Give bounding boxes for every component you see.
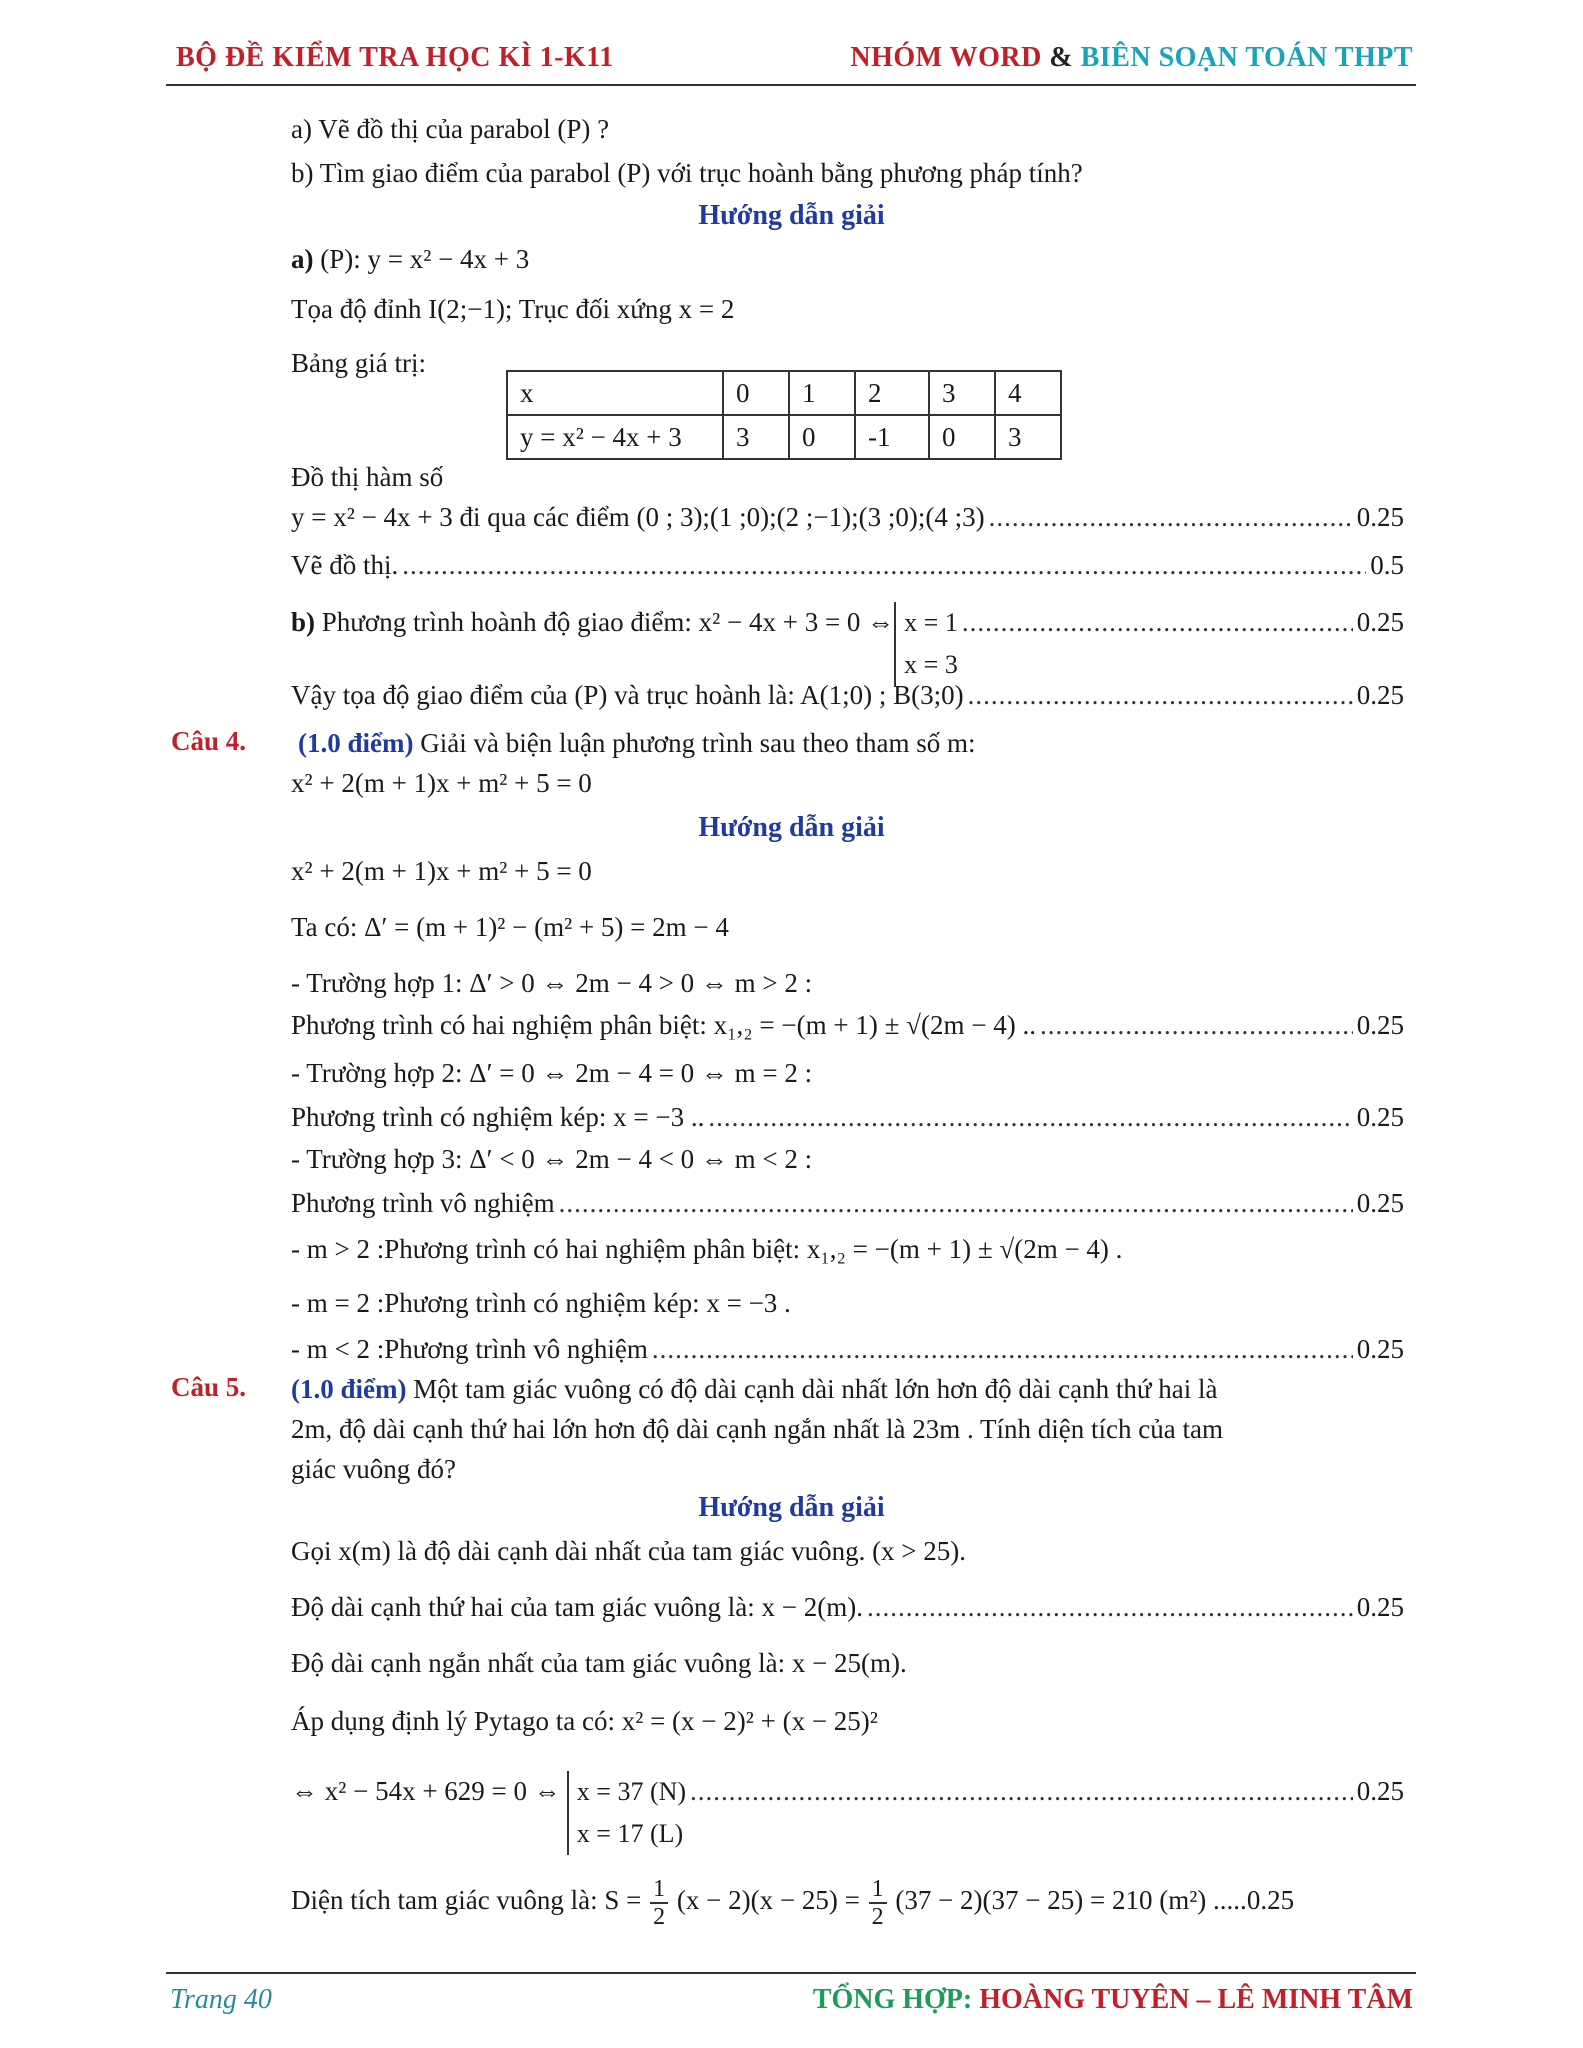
q5-area-end: (37 − 2)(37 − 25) = 210 (m²) .....: [895, 1885, 1247, 1915]
q4-label: Câu 4.: [171, 726, 247, 756]
q3-graph-points-text: y = x² − 4x + 3 đi qua các điểm (0 ; 3);(1 ;0);(2 ;−1);(3 ;0);(4 ;3): [291, 502, 985, 532]
score-value: 0.25: [1356, 1188, 1404, 1218]
q4-case2-result: [291, 1100, 1404, 1134]
score-value: 0.5: [1370, 550, 1404, 580]
q5-area: [291, 1870, 1294, 1930]
table-cell: x: [507, 371, 723, 415]
q4-prompt-text: Giải và biện luận phương trình sau theo tham số m:: [420, 728, 976, 758]
footer-rule: [166, 1972, 1416, 1974]
score-value: 0.25: [1356, 1334, 1404, 1364]
leader-dots: [559, 1186, 1353, 1220]
q5-step2: [291, 1590, 1404, 1624]
q3-part-b: b) Tìm giao điểm của parabol (P) với trục hoành bằng phương pháp tính?: [291, 158, 1083, 188]
q3-intersection-equation: Phương trình hoành độ giao điểm: x² − 4x + 3 = 0 ⇔: [321, 607, 895, 637]
q5-points: (1.0 điểm): [291, 1374, 407, 1404]
score-value: 0.25: [1246, 1885, 1295, 1915]
q4-case3: - Trường hợp 3: Δ′ < 0 ⇔ 2m − 4 < 0 ⇔ m < 2 :: [291, 1144, 813, 1174]
q5-step5-text: ⇔ x² − 54x + 629 = 0 ⇔: [291, 1776, 561, 1806]
fraction-denominator: 2: [653, 1903, 666, 1930]
table-row: [507, 415, 1061, 459]
root-2: x = 17 (L): [576, 1819, 684, 1848]
q3-draw-text: Vẽ đồ thị.: [291, 550, 399, 580]
roots-bracket: [567, 1771, 686, 1855]
q4-case2: - Trường hợp 2: Δ′ = 0 ⇔ 2m − 4 = 0 ⇔ m = 2 :: [291, 1058, 813, 1088]
leader-dots: [1040, 1008, 1353, 1042]
root-1: x = 37 (N): [576, 1777, 687, 1806]
table-cell: y = x² − 4x + 3: [507, 415, 723, 459]
q5-guide-title: Hướng dẫn giải: [698, 1492, 885, 1523]
q4-case1-result: [291, 1008, 1404, 1042]
table-cell: 3: [723, 415, 789, 459]
table-cell: 3: [929, 371, 995, 415]
header-right-amp: &: [1049, 42, 1074, 73]
q5-step5: [291, 1774, 1404, 1855]
score-value: 0.25: [1356, 1592, 1404, 1622]
table-cell: 3: [995, 415, 1061, 459]
root-1: x = 1: [904, 608, 958, 637]
q3-solution-b-text: [291, 605, 894, 639]
table-row: [507, 371, 1061, 415]
q5-label: Câu 5.: [171, 1372, 247, 1402]
leader-dots: [989, 500, 1353, 534]
q5-area-mid: (x − 2)(x − 25) =: [676, 1885, 860, 1915]
q5-step1: Gọi x(m) là độ dài cạnh dài nhất của tam giác vuông. (x > 25).: [291, 1536, 967, 1566]
fraction-half: [650, 1876, 668, 1930]
q3-solution-a-label: a): [291, 244, 314, 274]
q5-prompt-line2: 2m, độ dài cạnh thứ hai lớn hơn độ dài cạnh ngắn nhất là 23m . Tính diện tích của tam: [291, 1414, 1223, 1444]
q4-case1-result-text: Phương trình có hai nghiệm phân biệt: x₁,₂ = −(m + 1) ± √(2m − 4) ..: [291, 1010, 1036, 1040]
table-cell: 0: [789, 415, 855, 459]
q5-prompt-line3: giác vuông đó?: [291, 1454, 456, 1484]
score-value: 0.25: [1356, 502, 1404, 532]
roots-bracket: [894, 602, 958, 686]
q4-points: (1.0 điểm): [298, 728, 414, 758]
q3-conclusion: [291, 678, 1404, 712]
leader-dots: [968, 678, 1353, 712]
q4-case2-result-text: Phương trình có nghiệm kép: x = −3 ..: [291, 1102, 705, 1132]
table-cell: 0: [723, 371, 789, 415]
q4-delta: Ta có: Δ′ = (m + 1)² − (m² + 5) = 2m − 4: [291, 912, 729, 942]
table-cell: -1: [855, 415, 929, 459]
q3-graph-points: [291, 500, 1404, 534]
q5-step4: Áp dụng định lý Pytago ta có: x² = (x − 2)² + (x − 25)²: [291, 1706, 878, 1736]
q3-solution-b: [291, 605, 1404, 686]
score-value: 0.25: [1356, 1776, 1404, 1806]
header-right-part1: NHÓM WORD: [850, 42, 1042, 73]
q5-area-prefix: Diện tích tam giác vuông là: S =: [291, 1885, 642, 1915]
header-rule: [166, 84, 1416, 86]
table-cell: 0: [929, 415, 995, 459]
header-right-part2: BIÊN SOẠN TOÁN THPT: [1080, 42, 1413, 73]
q4-guide-title: Hướng dẫn giải: [698, 812, 885, 843]
q5-prompt-line1: [291, 1372, 1217, 1406]
root-2: x = 3: [904, 650, 958, 679]
q4-case3-result: [291, 1186, 1404, 1220]
leader-dots: [708, 1100, 1352, 1134]
q4-prompt: [298, 726, 976, 760]
table-cell: 1: [789, 371, 855, 415]
footer-authors: HOÀNG TUYÊN – LÊ MINH TÂM: [979, 1984, 1413, 2015]
q4-equation-repeat: x² + 2(m + 1)x + m² + 5 = 0: [291, 856, 592, 886]
q3-draw: [291, 548, 1404, 582]
q4-summary-1: - m > 2 :Phương trình có hai nghiệm phân biệt: x₁,₂ = −(m + 1) ± √(2m − 4) .: [291, 1234, 1123, 1264]
q4-case3-result-text: Phương trình vô nghiệm: [291, 1188, 555, 1218]
q3-vertex: Tọa độ đỉnh I(2;−1); Trục đối xứng x = 2: [291, 294, 735, 324]
header-title-left: BỘ ĐỀ KIỂM TRA HỌC KÌ 1-K11: [176, 42, 614, 73]
q4-summary-3: [291, 1332, 1404, 1366]
table-cell: 2: [855, 371, 929, 415]
score-value: 0.25: [1356, 607, 1404, 637]
fraction-denominator: 2: [871, 1903, 884, 1930]
q3-solution-a: [291, 242, 529, 276]
q3-guide-title: Hướng dẫn giải: [698, 200, 885, 231]
q5-step3: Độ dài cạnh ngắn nhất của tam giác vuông là: x − 25(m).: [291, 1648, 907, 1678]
page-number: Trang 40: [170, 1984, 272, 2015]
leader-dots: [962, 605, 1353, 639]
q5-prompt-text1: Một tam giác vuông có độ dài cạnh dài nhất lớn hơn độ dài cạnh thứ hai là: [413, 1374, 1218, 1404]
score-value: 0.25: [1356, 1102, 1404, 1132]
score-value: 0.25: [1356, 1010, 1404, 1040]
leader-dots: [652, 1332, 1353, 1366]
table-cell: 4: [995, 371, 1061, 415]
footer-label: TỔNG HỢP:: [812, 1984, 973, 2015]
fraction-numerator: 1: [869, 1876, 887, 1904]
q5-step2-text: Độ dài cạnh thứ hai của tam giác vuông là: x − 2(m).: [291, 1592, 863, 1622]
q4-summary-2: - m = 2 :Phương trình có nghiệm kép: x = −3 .: [291, 1288, 791, 1318]
q4-summary-3-text: - m < 2 :Phương trình vô nghiệm: [291, 1334, 648, 1364]
q3-parabola-equation: (P): y = x² − 4x + 3: [320, 244, 530, 274]
score-value: 0.25: [1356, 680, 1404, 710]
q3-graph-intro: Đồ thị hàm số: [291, 462, 444, 492]
footer-credits: [813, 1984, 1413, 2016]
leader-dots: [690, 1774, 1353, 1808]
q4-case1: - Trường hợp 1: Δ′ > 0 ⇔ 2m − 4 > 0 ⇔ m > 2 :: [291, 968, 813, 998]
q3-part-a: a) Vẽ đồ thị của parabol (P) ?: [291, 114, 610, 144]
fraction-numerator: 1: [650, 1876, 668, 1904]
q4-equation: x² + 2(m + 1)x + m² + 5 = 0: [291, 768, 592, 798]
fraction-half: [869, 1876, 887, 1930]
q3-solution-b-label: b): [291, 607, 316, 637]
leader-dots: [402, 548, 1366, 582]
q3-table-label: Bảng giá trị:: [291, 348, 426, 378]
q3-conclusion-text: Vậy tọa độ giao điểm của (P) và trục hoành là: A(1;0) ; B(3;0): [291, 680, 964, 710]
leader-dots: [867, 1590, 1353, 1624]
header-title-right: [850, 42, 1413, 74]
value-table: [506, 370, 1062, 460]
